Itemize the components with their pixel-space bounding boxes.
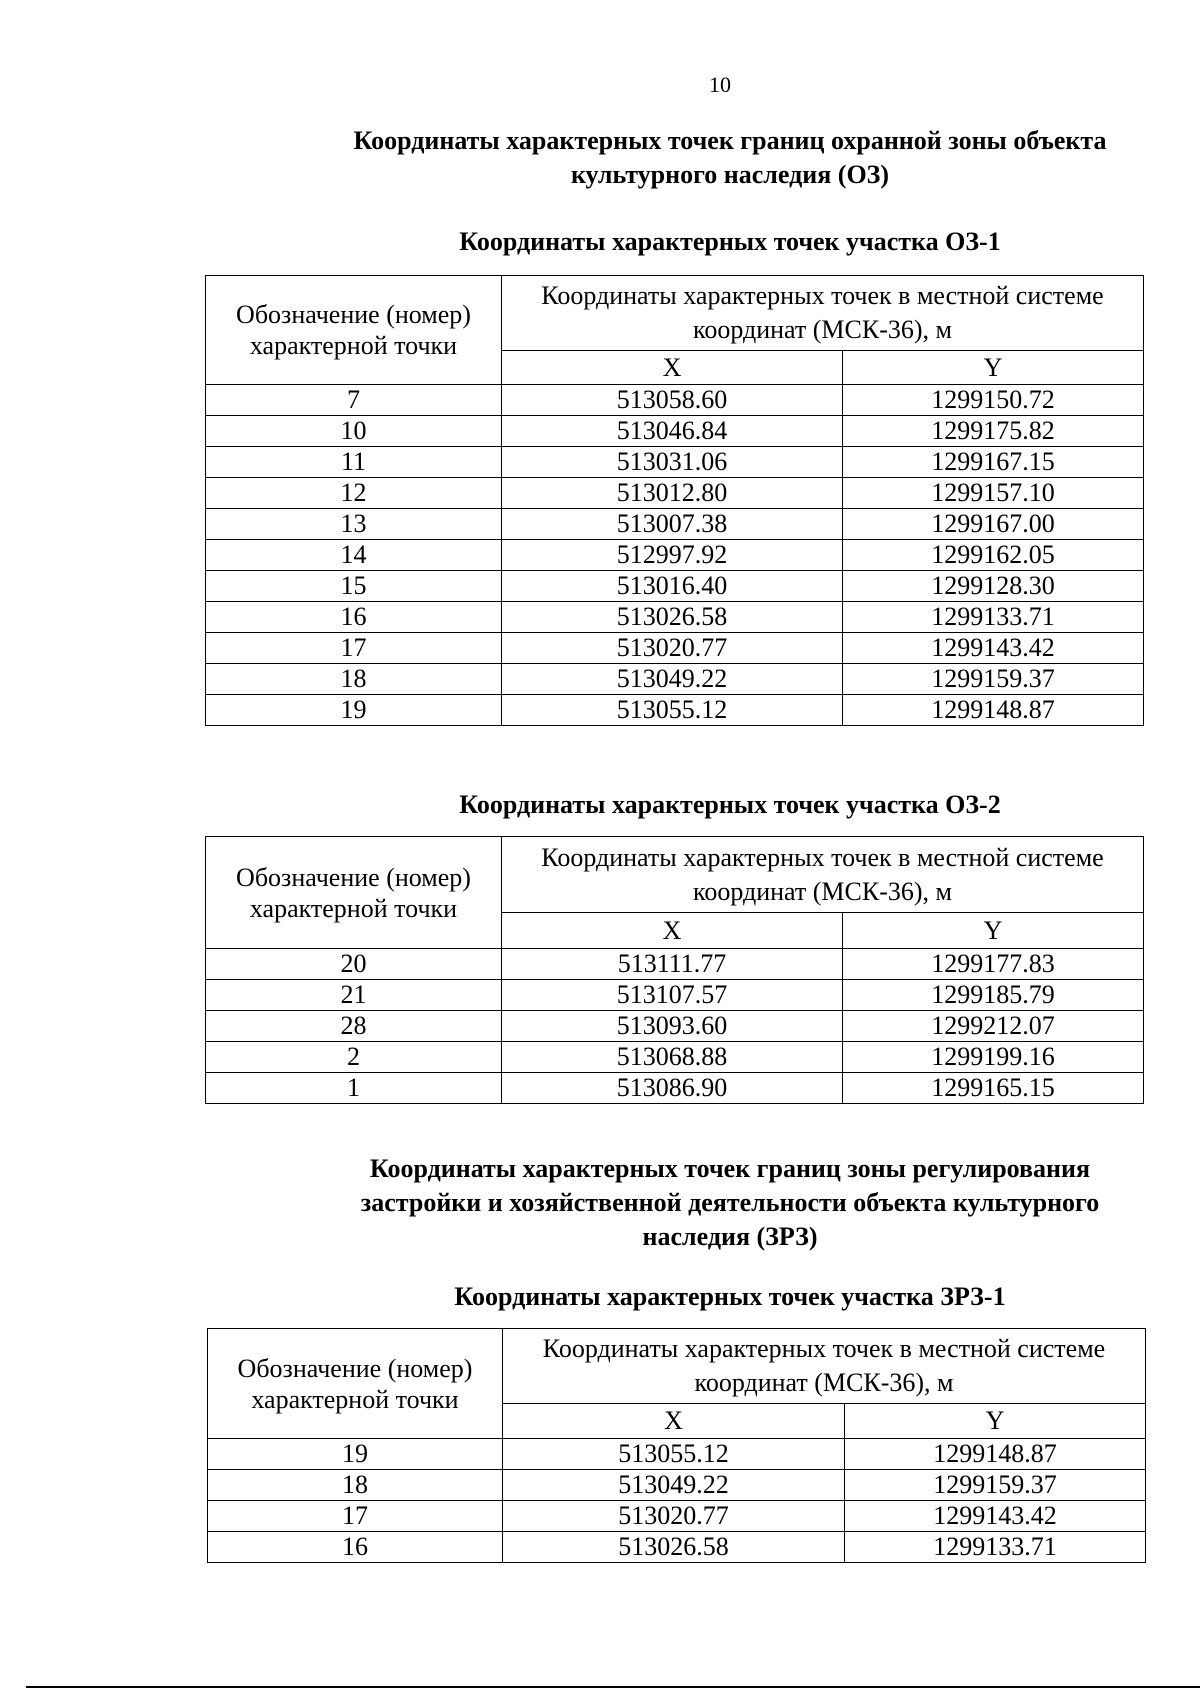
point-cell: 20: [206, 949, 502, 980]
table-row: [206, 664, 1144, 695]
coordinates-table-oz-1: [205, 275, 1144, 726]
y-cell: 1299148.87: [845, 1439, 1146, 1470]
point-cell: 16: [206, 602, 502, 633]
heading-line: наследия (ЗРЗ): [642, 1222, 818, 1251]
point-cell: 15: [206, 571, 502, 602]
x-cell: 513046.84: [502, 416, 843, 447]
heading-line: Координаты характерных точек границ зоны регулирования: [369, 1154, 1091, 1183]
y-cell: 1299165.15: [843, 1073, 1144, 1104]
point-cell: 14: [206, 540, 502, 571]
coords-label-header: Координаты характерных точек в местной системе координат (МСК-36), м: [503, 1329, 1146, 1404]
point-label-header: Обозначение (номер) характерной точки: [206, 837, 502, 949]
point-cell: 10: [206, 416, 502, 447]
x-cell: 513093.60: [502, 1011, 843, 1042]
x-cell: 513086.90: [502, 1073, 843, 1104]
table-title-oz-1: Координаты характерных точек участка ОЗ-1: [459, 227, 1001, 256]
point-cell: 21: [206, 980, 502, 1011]
x-cell: 513026.58: [503, 1532, 845, 1563]
table-row: [206, 602, 1144, 633]
section-heading-oz: [300, 124, 1160, 192]
y-cell: 1299159.37: [845, 1470, 1146, 1501]
table-row: [206, 571, 1144, 602]
x-cell: 513026.58: [502, 602, 843, 633]
x-cell: 513107.57: [502, 980, 843, 1011]
heading-line: Координаты характерных точек границ охранной зоны объекта: [353, 126, 1107, 155]
y-cell: 1299148.87: [843, 695, 1144, 726]
table-row: [206, 540, 1144, 571]
table-row: [208, 1439, 1146, 1470]
y-column-header: Y: [843, 913, 1144, 949]
heading-line: застройки и хозяйственной деятельности объекта культурного: [360, 1188, 1100, 1217]
point-cell: 12: [206, 478, 502, 509]
y-cell: 1299199.16: [843, 1042, 1144, 1073]
x-column-header: X: [502, 351, 843, 385]
y-cell: 1299133.71: [843, 602, 1144, 633]
point-cell: 13: [206, 509, 502, 540]
point-cell: 1: [206, 1073, 502, 1104]
coordinates-table-oz-2: [205, 836, 1144, 1104]
point-cell: 19: [206, 695, 502, 726]
y-cell: 1299143.42: [843, 633, 1144, 664]
point-cell: 7: [206, 385, 502, 416]
table-row: [206, 1073, 1144, 1104]
x-cell: 513068.88: [502, 1042, 843, 1073]
y-cell: 1299162.05: [843, 540, 1144, 571]
coords-label-header: Координаты характерных точек в местной системе координат (МСК-36), м: [502, 276, 1144, 351]
y-cell: 1299133.71: [845, 1532, 1146, 1563]
table-row: [206, 949, 1144, 980]
y-cell: 1299157.10: [843, 478, 1144, 509]
table-row: [208, 1470, 1146, 1501]
section-heading-zrz: [300, 1152, 1160, 1254]
table-row: [206, 695, 1144, 726]
x-cell: 513007.38: [502, 509, 843, 540]
x-cell: 513031.06: [502, 447, 843, 478]
point-cell: 11: [206, 447, 502, 478]
x-cell: 513055.12: [502, 695, 843, 726]
x-cell: 513049.22: [502, 664, 843, 695]
x-column-header: X: [503, 1404, 845, 1439]
y-cell: 1299143.42: [845, 1501, 1146, 1532]
y-cell: 1299167.15: [843, 447, 1144, 478]
x-cell: 513055.12: [503, 1439, 845, 1470]
heading-line: культурного наследия (ОЗ): [570, 160, 890, 189]
table-row: [206, 478, 1144, 509]
y-cell: 1299212.07: [843, 1011, 1144, 1042]
y-cell: 1299150.72: [843, 385, 1144, 416]
table-row: [206, 385, 1144, 416]
table-title-zrz-1: Координаты характерных точек участка ЗРЗ-1: [454, 1282, 1006, 1311]
y-column-header: Y: [843, 351, 1144, 385]
x-cell: 513058.60: [502, 385, 843, 416]
y-cell: 1299177.83: [843, 949, 1144, 980]
table-header-row: [206, 837, 1144, 913]
table-row: [206, 1042, 1144, 1073]
point-cell: 2: [206, 1042, 502, 1073]
table-row: [206, 416, 1144, 447]
x-cell: 513020.77: [502, 633, 843, 664]
table-row: [206, 447, 1144, 478]
page-number: 10: [709, 72, 731, 97]
table-row: [206, 633, 1144, 664]
y-cell: 1299128.30: [843, 571, 1144, 602]
x-cell: 512997.92: [502, 540, 843, 571]
point-cell: 17: [206, 633, 502, 664]
x-cell: 513012.80: [502, 478, 843, 509]
table-title-oz-2: Координаты характерных точек участка ОЗ-2: [459, 790, 1001, 819]
page-bottom-rule: [26, 1686, 1200, 1688]
table-row: [206, 1011, 1144, 1042]
y-column-header: Y: [845, 1404, 1146, 1439]
coords-label-header: Координаты характерных точек в местной системе координат (МСК-36), м: [502, 837, 1144, 913]
x-cell: 513020.77: [503, 1501, 845, 1532]
table-row: [206, 509, 1144, 540]
y-cell: 1299185.79: [843, 980, 1144, 1011]
point-cell: 19: [208, 1439, 503, 1470]
y-cell: 1299175.82: [843, 416, 1144, 447]
point-cell: 17: [208, 1501, 503, 1532]
point-cell: 18: [208, 1470, 503, 1501]
x-cell: 513049.22: [503, 1470, 845, 1501]
x-cell: 513016.40: [502, 571, 843, 602]
table-row: [208, 1501, 1146, 1532]
x-column-header: X: [502, 913, 843, 949]
point-cell: 16: [208, 1532, 503, 1563]
x-cell: 513111.77: [502, 949, 843, 980]
point-label-header: Обозначение (номер) характерной точки: [208, 1329, 503, 1439]
point-cell: 18: [206, 664, 502, 695]
point-label-header: Обозначение (номер) характерной точки: [206, 276, 502, 385]
y-cell: 1299159.37: [843, 664, 1144, 695]
y-cell: 1299167.00: [843, 509, 1144, 540]
table-row: [206, 980, 1144, 1011]
point-cell: 28: [206, 1011, 502, 1042]
coordinates-table-zrz-1: [207, 1328, 1146, 1563]
table-header-row: [208, 1329, 1146, 1404]
table-row: [208, 1532, 1146, 1563]
table-header-row: [206, 276, 1144, 351]
